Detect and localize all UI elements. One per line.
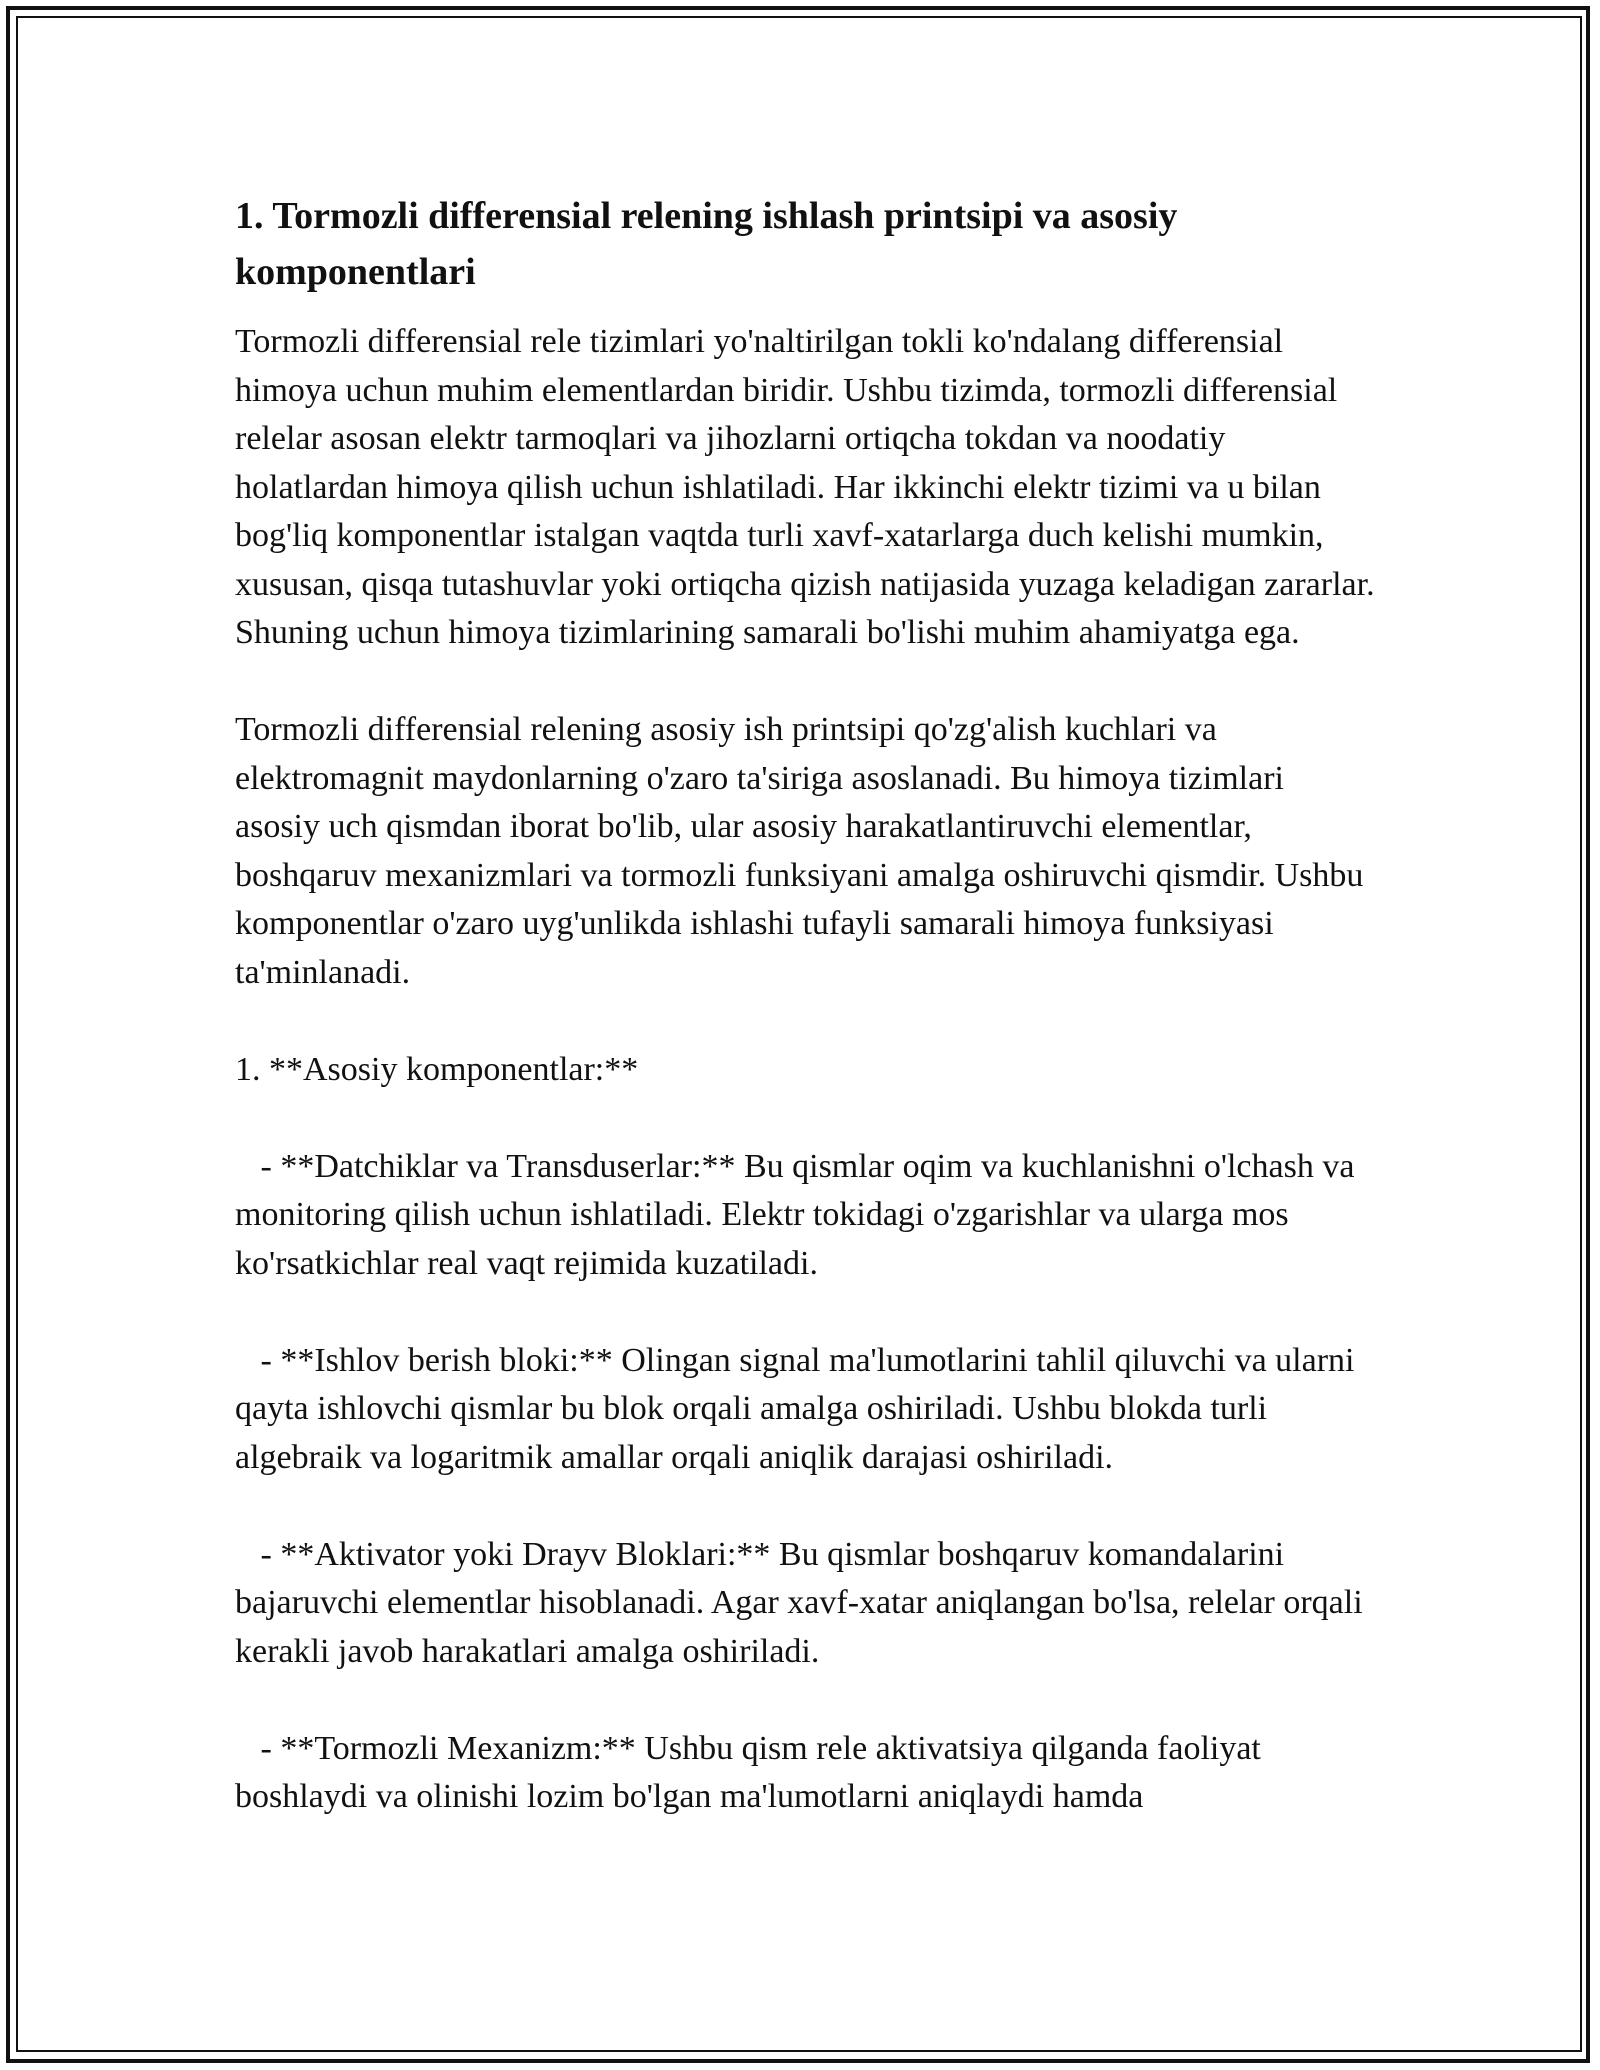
list-item-sensors: - **Datchiklar va Transduserlar:** Bu qismlar oqim va kuchlanishni o'lchash va monitoring qilish uchun ishlatiladi. Elektr tokidagi o'zgarishlar va ularga mos ko'rsatkichlar real vaqt rejimida kuzatiladi.	[235, 1147, 1363, 1282]
section-heading: 1. Tormozli differensial relening ishlash printsipi va asosiy komponentlari	[235, 195, 1178, 293]
list-item-processing: - **Ishlov berish bloki:** Olingan signal ma'lumotlarini tahlil qiluvchi va ularni qayta ishlovchi qismlar bu blok orqali amalga oshiriladi. Ushbu blokda turli algebraik va logaritmik amallar orqali aniqlik darajasi oshiriladi.	[235, 1341, 1363, 1476]
paragraph-spacer	[235, 658, 1375, 707]
paragraph-principle: Tormozli differensial relening asosiy ish printsipi qo'zg'alish kuchlari va elektromagnit maydonlarning o'zaro ta'siriga asoslanadi. Bu himoya tizimlari asosiy uch qismdan iborat bo'lib, ular asosiy harakatlantiruvchi elementlar, boshqaruv mexanizmlari va tormozli funksiyani amalga oshiruvchi qismdir. Ushbu komponentlar o'zaro uyg'unlikda ishlashi tufayli samarali himoya funksiyasi ta'minlanadi.	[235, 711, 1372, 991]
paragraph-intro: Tormozli differensial rele tizimlari yo'naltirilgan tokli ko'ndalang differensial himoya uchun muhim elementlardan biridir. Ushbu tizimda, tormozli differensial relelar asosan elektr tarmoqlari va jihozlarni ortiqcha tokdan va noodatiy holatlardan himoya qilish uchun ishlatiladi. Har ikkinchi elektr tizimi va u bilan bog'liq komponentlar istalgan vaqtda turli xavf-xatarlarga duch kelishi mumkin, xususan, qisqa tutashuvlar yoki ortiqcha qizish natijasida yuzaga keladigan zararlar. Shuning uchun himoya tizimlarining samarali bo'lishi muhim ahamiyatga ega.	[235, 323, 1384, 651]
paragraph-spacer	[235, 1482, 1375, 1531]
document-body	[235, 188, 1384, 1822]
list-heading: 1. **Asosiy komponentlar:**	[235, 1050, 639, 1088]
paragraph-spacer	[235, 997, 1375, 1046]
paragraph-spacer	[235, 1676, 1375, 1725]
paragraph-spacer	[235, 1288, 1375, 1337]
list-item-actuator: - **Aktivator yoki Drayv Bloklari:** Bu qismlar boshqaruv komandalarini bajaruvchi elementlar hisoblanadi. Agar xavf-xatar aniqlangan bo'lsa, relelar orqali kerakli javob harakatlari amalga oshiriladi.	[235, 1535, 1372, 1670]
list-item-brake-mechanism: - **Tormozli Mexanizm:** Ushbu qism rele aktivatsiya qilganda faoliyat boshlaydi va olinishi lozim bo'lgan ma'lumotlarni aniqlaydi hamda	[235, 1729, 1270, 1815]
paragraph-spacer	[235, 1094, 1375, 1143]
